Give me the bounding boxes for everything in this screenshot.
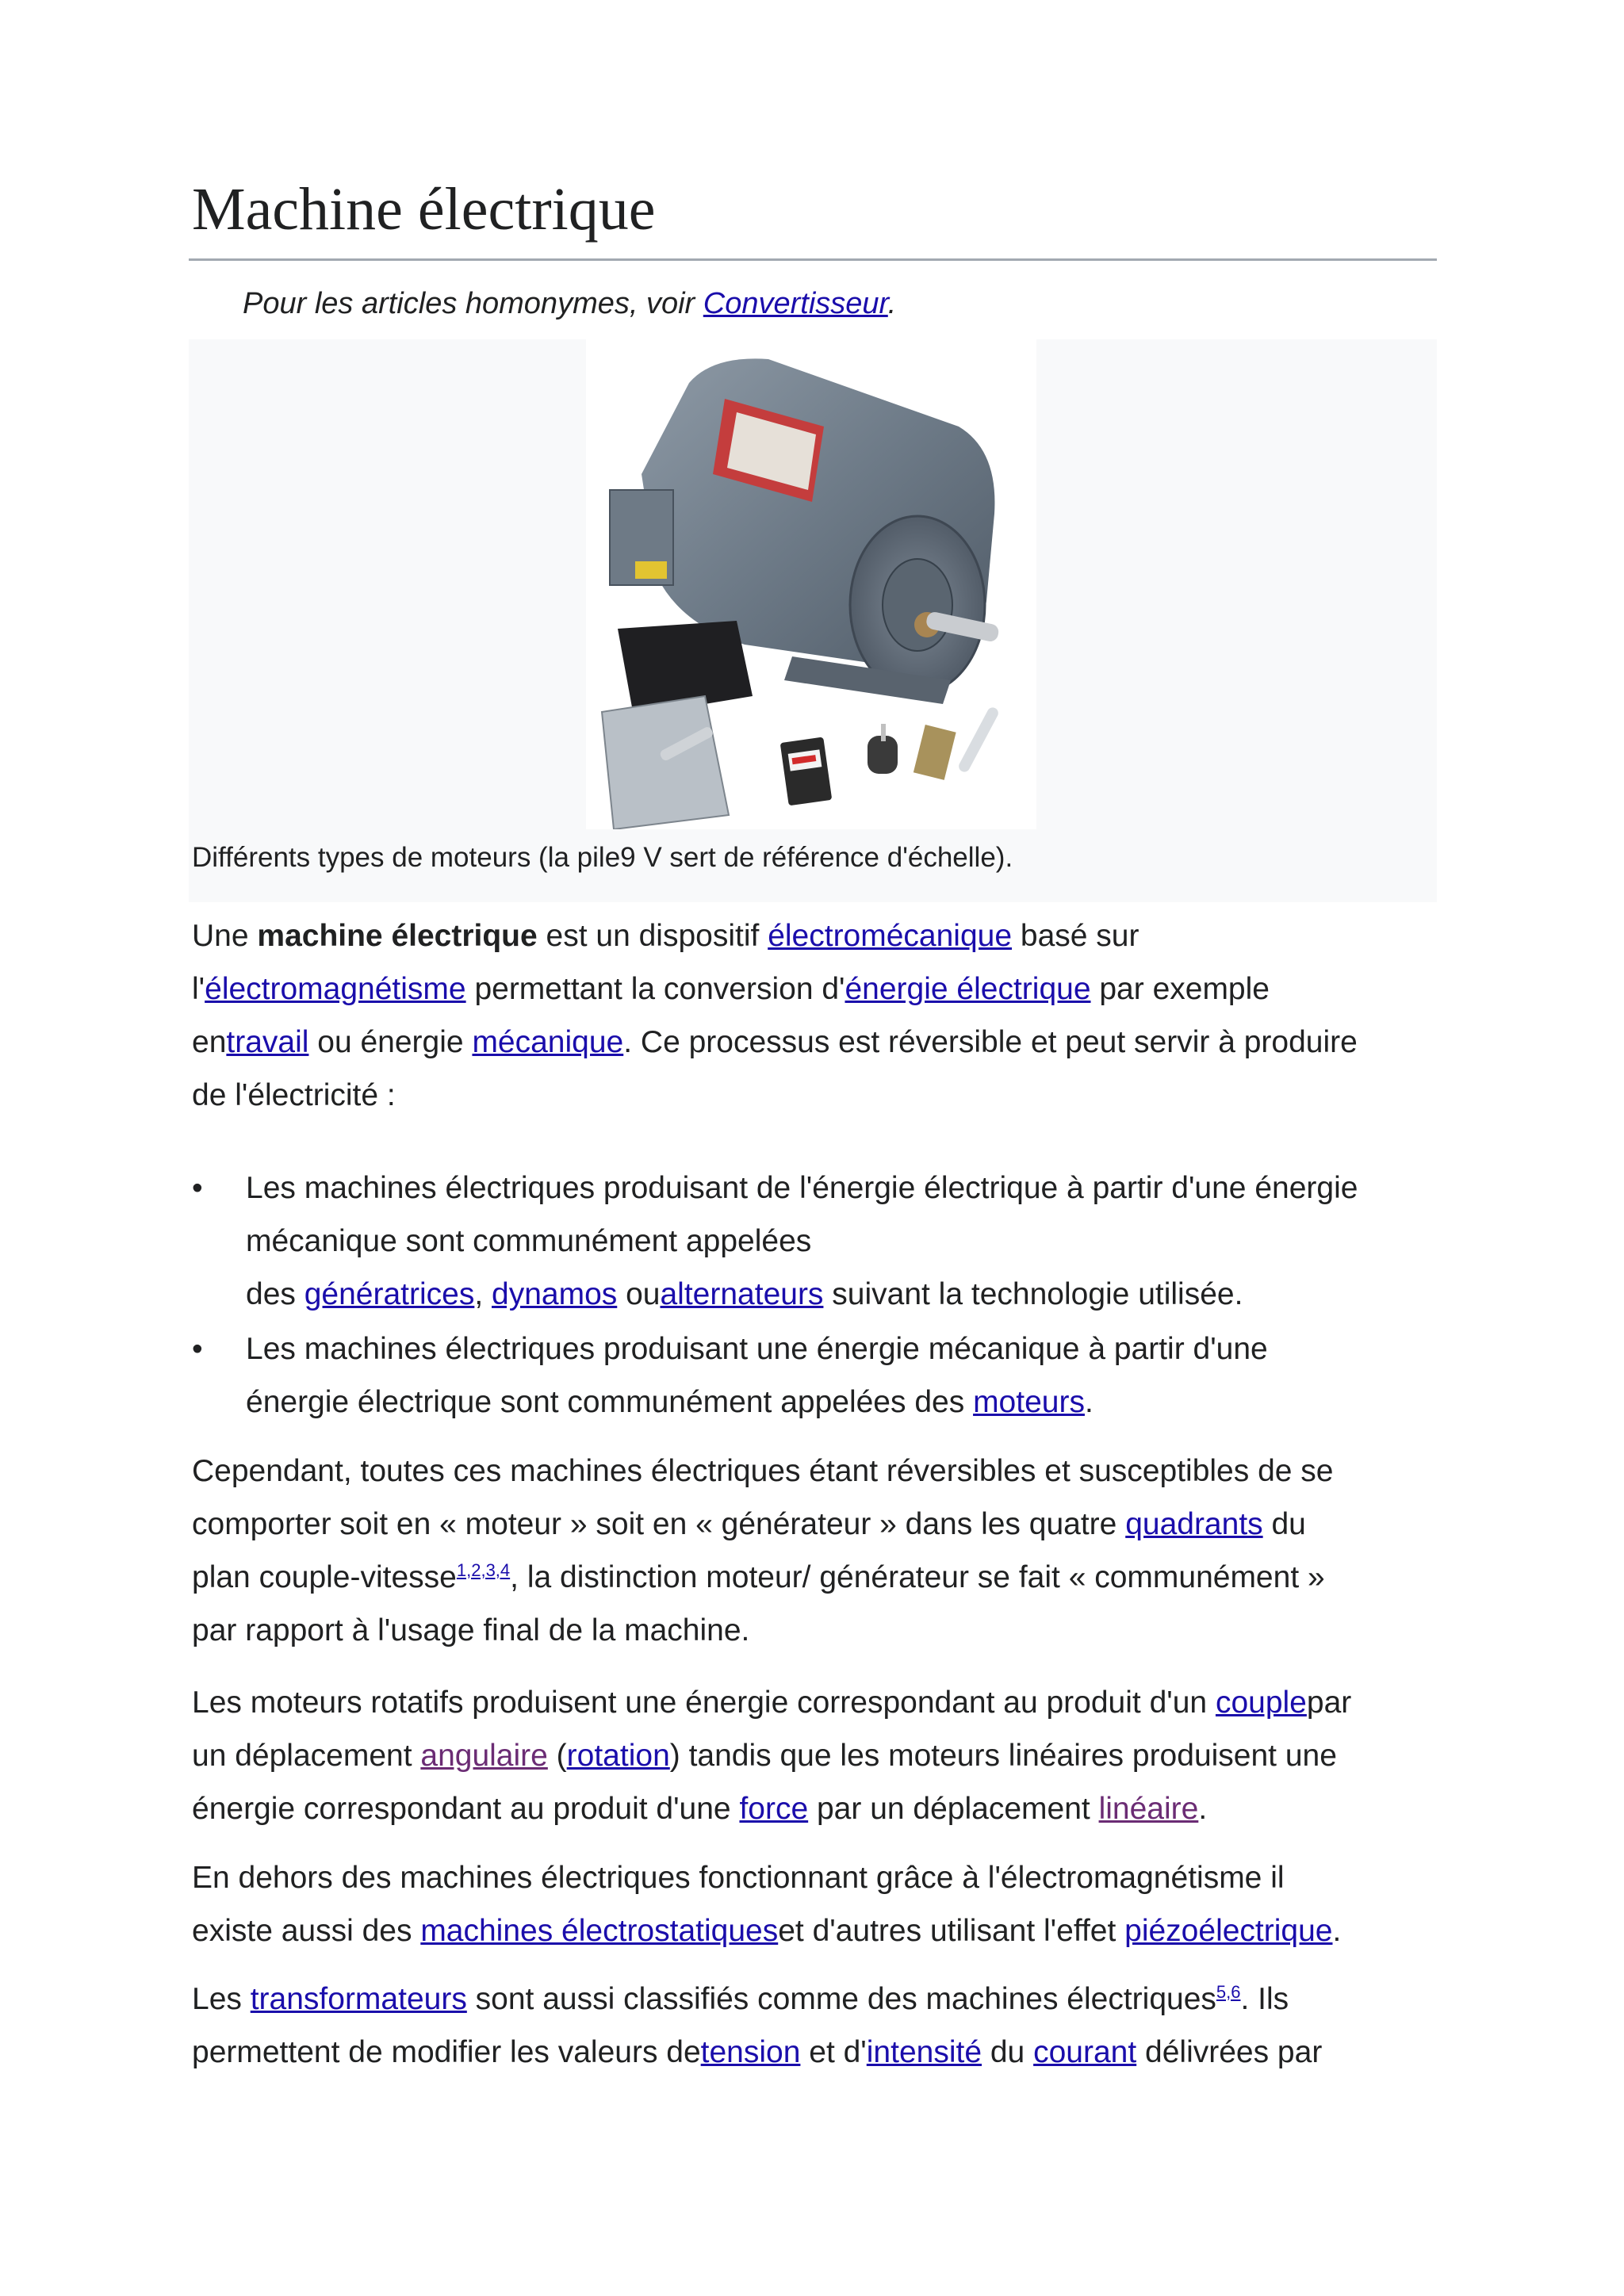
link-lineaire[interactable]: linéaire xyxy=(1098,1792,1199,1826)
link-moteurs[interactable]: moteurs xyxy=(973,1385,1085,1419)
link-tension[interactable]: tension xyxy=(700,2035,801,2069)
text: comporter soit en « moteur » soit en « générateur » dans les quatre xyxy=(192,1507,1126,1541)
text: . Ils xyxy=(1240,1982,1289,2016)
hatnote xyxy=(243,287,896,321)
text: ) tandis que les moteurs linéaires produisent une xyxy=(669,1739,1337,1773)
para5-line-1 xyxy=(192,1973,1437,2026)
bullet-2-line-1: Les machines électriques produisant une énergie mécanique à partir d'une xyxy=(246,1332,1268,1366)
text: énergie électrique sont communément appelées des xyxy=(246,1385,974,1419)
text: permettant la conversion d' xyxy=(465,972,845,1006)
text: Une xyxy=(192,919,258,953)
bullet-icon: • xyxy=(192,1332,203,1366)
text: permettent de modifier les valeurs de xyxy=(192,2035,701,2069)
intro-line-1 xyxy=(192,909,1437,962)
bullet-1-line-1: Les machines électriques produisant de l'énergie électrique à partir d'une énergie xyxy=(246,1171,1358,1205)
paragraph-other-machines xyxy=(192,1851,1437,1957)
electric-motors-photo xyxy=(586,339,1036,829)
link-rotation[interactable]: rotation xyxy=(566,1739,670,1773)
text: existe aussi des xyxy=(192,1914,421,1948)
paragraph-transformers xyxy=(192,1973,1437,2079)
list-item xyxy=(192,1322,1435,1429)
intro-paragraph xyxy=(192,909,1437,1122)
para2-line-2 xyxy=(192,1498,1437,1551)
link-couple[interactable]: couple xyxy=(1215,1686,1307,1720)
text: . Ce processus est réversible et peut servir à produire xyxy=(623,1025,1358,1059)
link-intensite[interactable]: intensité xyxy=(866,2035,982,2069)
text: ou énergie xyxy=(308,1025,473,1059)
text: délivrées par xyxy=(1136,2035,1323,2069)
text: Les moteurs rotatifs produisent une énergie correspondant au produit d'un xyxy=(192,1686,1216,1720)
paragraph-rotary-linear xyxy=(192,1676,1437,1835)
figure xyxy=(189,339,1437,902)
figure-caption: Différents types de moteurs (la pile9 V sert de référence d'échelle). xyxy=(192,842,1013,873)
link-alternateurs[interactable]: alternateurs xyxy=(660,1277,824,1311)
text: . xyxy=(1198,1792,1208,1826)
link-transformateurs[interactable]: transformateurs xyxy=(250,1982,467,2016)
text: et d' xyxy=(800,2035,867,2069)
para2-line-4: par rapport à l'usage final de la machine. xyxy=(192,1613,750,1647)
list-item xyxy=(192,1161,1435,1321)
text: du xyxy=(1262,1507,1306,1541)
intro-line-3 xyxy=(192,1016,1437,1069)
text: énergie correspondant au produit d'une xyxy=(192,1792,740,1826)
link-machines-electrostatiques[interactable]: machines électrostatiques xyxy=(420,1914,779,1948)
bullet-1-line-2: mécanique sont communément appelées xyxy=(246,1224,812,1258)
bullet-2-line-2 xyxy=(246,1376,1435,1429)
link-force[interactable]: force xyxy=(739,1792,809,1826)
text: est un dispositif xyxy=(537,919,768,953)
link-travail[interactable]: travail xyxy=(226,1025,309,1059)
text: et d'autres utilisant l'effet xyxy=(778,1914,1125,1948)
text: ( xyxy=(547,1739,567,1773)
link-dynamos[interactable]: dynamos xyxy=(492,1277,618,1311)
text: par xyxy=(1306,1686,1352,1720)
text: par exemple xyxy=(1090,972,1270,1006)
paragraph-reversibility xyxy=(192,1445,1437,1657)
text: l' xyxy=(192,972,205,1006)
footnote-refs-1-4[interactable]: 1,2,3,4 xyxy=(456,1560,511,1580)
text: ou xyxy=(617,1277,661,1311)
link-courant[interactable]: courant xyxy=(1033,2035,1137,2069)
intro-line-2 xyxy=(192,962,1437,1016)
link-energie-electrique[interactable]: énergie électrique xyxy=(845,972,1091,1006)
text: des xyxy=(246,1277,304,1311)
para3-line-3 xyxy=(192,1782,1437,1835)
title-divider xyxy=(189,258,1437,261)
link-angulaire[interactable]: angulaire xyxy=(420,1739,548,1773)
text: plan couple-vitesse xyxy=(192,1560,457,1594)
link-electromagnetisme[interactable]: électromagnétisme xyxy=(205,972,466,1006)
hatnote-suffix: . xyxy=(887,287,897,320)
para2-line-3 xyxy=(192,1551,1437,1604)
para4-line-2 xyxy=(192,1904,1437,1957)
text: suivant la technologie utilisée. xyxy=(823,1277,1243,1311)
link-piezoelectrique[interactable]: piézoélectrique xyxy=(1124,1914,1333,1948)
para4-line-1: En dehors des machines électriques fonctionnant grâce à l'électromagnétisme il xyxy=(192,1861,1285,1895)
text: sont aussi classifiés comme des machines électriques xyxy=(466,1982,1216,2016)
para3-line-2 xyxy=(192,1729,1437,1782)
hatnote-link-convertisseur[interactable]: Convertisseur xyxy=(703,287,888,320)
link-electromecanique[interactable]: électromécanique xyxy=(768,919,1013,953)
text: basé sur xyxy=(1012,919,1139,953)
link-quadrants[interactable]: quadrants xyxy=(1125,1507,1263,1541)
text: . xyxy=(1332,1914,1342,1948)
text: Les xyxy=(192,1982,251,2016)
text: , la distinction moteur/ générateur se fait « communément » xyxy=(510,1560,1325,1594)
para5-line-2 xyxy=(192,2026,1437,2079)
para2-line-1: Cependant, toutes ces machines électriques étant réversibles et susceptibles de se xyxy=(192,1454,1334,1488)
link-generatrices[interactable]: génératrices xyxy=(304,1277,475,1311)
text: par un déplacement xyxy=(808,1792,1099,1826)
text: en xyxy=(192,1025,227,1059)
bullet-icon: • xyxy=(192,1171,203,1205)
text: du xyxy=(982,2035,1034,2069)
hatnote-prefix: Pour les articles homonymes, voir xyxy=(243,287,703,320)
footnote-refs-5-6[interactable]: 5,6 xyxy=(1216,1982,1241,2002)
text: . xyxy=(1084,1385,1094,1419)
bold-term: machine électrique xyxy=(257,919,538,953)
page-title: Machine électrique xyxy=(192,176,656,243)
text: un déplacement xyxy=(192,1739,421,1773)
link-mecanique[interactable]: mécanique xyxy=(472,1025,624,1059)
bullet-1-line-3 xyxy=(246,1268,1435,1321)
text: , xyxy=(474,1277,492,1311)
intro-line-4: de l'électricité : xyxy=(192,1078,396,1112)
para3-line-1 xyxy=(192,1676,1437,1729)
